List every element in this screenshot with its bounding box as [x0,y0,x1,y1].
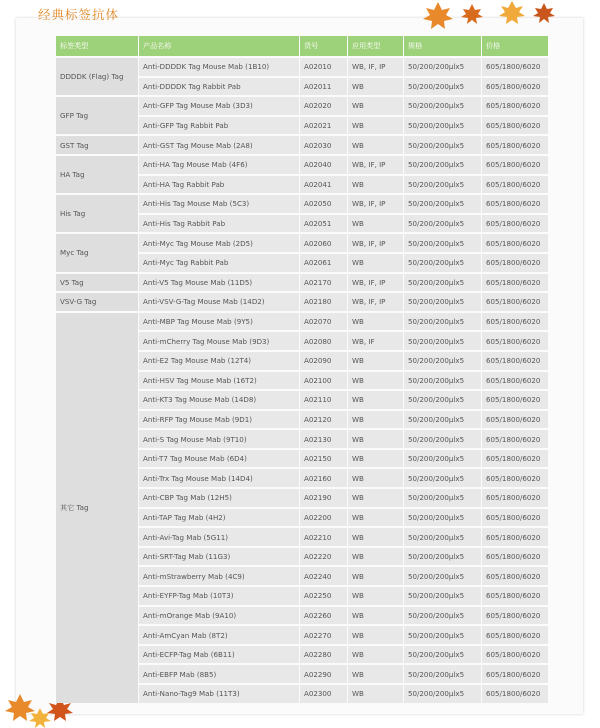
product-name-cell: Anti-His Tag Mouse Mab (5C3) [139,195,299,213]
specification-cell: 50/200/200μlx5 [404,136,481,154]
price-cell: 605/1800/6020 [482,215,548,233]
price-cell: 605/1800/6020 [482,391,548,409]
catalog-number-cell: A02260 [300,607,347,625]
product-name-cell: Anti-RFP Tag Mouse Mab (9D1) [139,411,299,429]
application-cell: WB [348,78,403,96]
catalog-number-cell: A02110 [300,391,347,409]
product-name-cell: Anti-HA Tag Mouse Mab (4F6) [139,156,299,174]
product-name-cell: Anti-KT3 Tag Mouse Mab (14D8) [139,391,299,409]
specification-cell: 50/200/200μlx5 [404,411,481,429]
price-cell: 605/1800/6020 [482,665,548,683]
product-name-cell: Anti-GFP Tag Mouse Mab (3D3) [139,97,299,115]
price-cell: 605/1800/6020 [482,195,548,213]
product-name-cell: Anti-Myc Tag Rabbit Pab [139,254,299,272]
price-cell: 605/1800/6020 [482,372,548,390]
catalog-number-cell: A02010 [300,58,347,76]
catalog-number-cell: A02020 [300,97,347,115]
price-cell: 605/1800/6020 [482,587,548,605]
application-cell: WB [348,450,403,468]
specification-cell: 50/200/200μlx5 [404,234,481,252]
application-cell: WB [348,587,403,605]
specification-cell: 50/200/200μlx5 [404,646,481,664]
specification-cell: 50/200/200μlx5 [404,156,481,174]
product-name-cell: Anti-GFP Tag Rabbit Pab [139,117,299,135]
product-name-cell: Anti-AmCyan Mab (8T2) [139,626,299,644]
table-row [56,156,548,174]
table-header-row [56,36,548,56]
catalog-number-cell: A02130 [300,430,347,448]
application-cell: WB [348,391,403,409]
tag-type-cell: His Tag [56,195,138,232]
header-application: 应用类型 [348,36,403,56]
page-title: 经典标签抗体 [38,7,120,22]
table-row [56,313,548,331]
table-row [56,274,548,292]
table-row [56,136,548,154]
price-cell: 605/1800/6020 [482,646,548,664]
price-cell: 605/1800/6020 [482,430,548,448]
catalog-number-cell: A02070 [300,313,347,331]
specification-cell: 50/200/200μlx5 [404,509,481,527]
catalog-number-cell: A02080 [300,332,347,350]
catalog-number-cell: A02150 [300,450,347,468]
catalog-number-cell: A02051 [300,215,347,233]
application-cell: WB, IF, IP [348,156,403,174]
catalog-number-cell: A02170 [300,274,347,292]
specification-cell: 50/200/200μlx5 [404,391,481,409]
product-name-cell: Anti-DDDDK Tag Rabbit Pab [139,78,299,96]
product-name-cell: Anti-Myc Tag Mouse Mab (2D5) [139,234,299,252]
price-cell: 605/1800/6020 [482,332,548,350]
price-cell: 605/1800/6020 [482,489,548,507]
product-name-cell: Anti-ECFP-Tag Mab (6B11) [139,646,299,664]
catalog-number-cell: A02090 [300,352,347,370]
price-cell: 605/1800/6020 [482,254,548,272]
specification-cell: 50/200/200μlx5 [404,450,481,468]
application-cell: WB [348,97,403,115]
application-cell: WB [348,411,403,429]
tag-type-cell: GFP Tag [56,97,138,134]
catalog-number-cell: A02210 [300,528,347,546]
table-body [56,58,548,703]
application-cell: WB [348,528,403,546]
application-cell: WB, IF, IP [348,293,403,311]
catalog-number-cell: A02040 [300,156,347,174]
price-cell: 605/1800/6020 [482,117,548,135]
catalog-number-cell: A02280 [300,646,347,664]
price-cell: 605/1800/6020 [482,293,548,311]
specification-cell: 50/200/200μlx5 [404,469,481,487]
application-cell: WB [348,215,403,233]
application-cell: WB [348,567,403,585]
specification-cell: 50/200/200μlx5 [404,332,481,350]
catalog-number-cell: A02300 [300,685,347,703]
application-cell: WB [348,509,403,527]
tag-type-cell: VSV-G Tag [56,293,138,311]
product-name-cell: Anti-EBFP Mab (8B5) [139,665,299,683]
price-cell: 605/1800/6020 [482,313,548,331]
product-name-cell: Anti-His Tag Rabbit Pab [139,215,299,233]
tag-type-cell: DDDDK (Flag) Tag [56,58,138,95]
application-cell: WB [348,254,403,272]
table-row [56,58,548,76]
catalog-number-cell: A02180 [300,293,347,311]
maple-leaves-top-right-icon [420,0,560,32]
catalog-number-cell: A02061 [300,254,347,272]
specification-cell: 50/200/200μlx5 [404,372,481,390]
price-cell: 605/1800/6020 [482,352,548,370]
product-name-cell: Anti-mStrawberry Mab (4C9) [139,567,299,585]
product-name-cell: Anti-mCherry Tag Mouse Mab (9D3) [139,332,299,350]
tag-type-cell: 其它 Tag [56,313,138,703]
specification-cell: 50/200/200μlx5 [404,587,481,605]
specification-cell: 50/200/200μlx5 [404,97,481,115]
application-cell: WB [348,352,403,370]
tag-type-cell: Myc Tag [56,234,138,271]
catalog-number-cell: A02290 [300,665,347,683]
header-product-name: 产品名称 [139,36,299,56]
price-cell: 605/1800/6020 [482,607,548,625]
price-cell: 605/1800/6020 [482,78,548,96]
application-cell: WB [348,117,403,135]
specification-cell: 50/200/200μlx5 [404,626,481,644]
table-row [56,97,548,115]
specification-cell: 50/200/200μlx5 [404,665,481,683]
specification-cell: 50/200/200μlx5 [404,195,481,213]
catalog-number-cell: A02120 [300,411,347,429]
application-cell: WB [348,489,403,507]
product-name-cell: Anti-Nano-Tag9 Mab (11T3) [139,685,299,703]
catalog-number-cell: A02021 [300,117,347,135]
product-name-cell: Anti-SRT-Tag Mab (11G3) [139,548,299,566]
specification-cell: 50/200/200μlx5 [404,117,481,135]
application-cell: WB [348,685,403,703]
product-name-cell: Anti-HSV Tag Mouse Mab (16T2) [139,372,299,390]
application-cell: WB [348,136,403,154]
product-name-cell: Anti-DDDDK Tag Mouse Mab (1B10) [139,58,299,76]
price-cell: 605/1800/6020 [482,274,548,292]
application-cell: WB [348,430,403,448]
specification-cell: 50/200/200μlx5 [404,685,481,703]
product-name-cell: Anti-GST Tag Mouse Mab (2A8) [139,136,299,154]
product-name-cell: Anti-T7 Tag Mouse Mab (6D4) [139,450,299,468]
application-cell: WB, IF [348,332,403,350]
specification-cell: 50/200/200μlx5 [404,352,481,370]
product-name-cell: Anti-CBP Tag Mab (12H5) [139,489,299,507]
product-name-cell: Anti-Trx Tag Mouse Mab (14D4) [139,469,299,487]
catalog-number-cell: A02200 [300,509,347,527]
catalog-number-cell: A02060 [300,234,347,252]
price-cell: 605/1800/6020 [482,685,548,703]
price-cell: 605/1800/6020 [482,58,548,76]
application-cell: WB [348,626,403,644]
table-row [56,293,548,311]
price-cell: 605/1800/6020 [482,136,548,154]
application-cell: WB [348,176,403,194]
application-cell: WB [348,665,403,683]
application-cell: WB, IF, IP [348,234,403,252]
specification-cell: 50/200/200μlx5 [404,293,481,311]
catalog-number-cell: A02041 [300,176,347,194]
catalog-number-cell: A02030 [300,136,347,154]
application-cell: WB [348,313,403,331]
price-cell: 605/1800/6020 [482,97,548,115]
specification-cell: 50/200/200μlx5 [404,430,481,448]
catalog-number-cell: A02250 [300,587,347,605]
application-cell: WB, IF, IP [348,195,403,213]
application-cell: WB [348,607,403,625]
product-name-cell: Anti-EYFP-Tag Mab (10T3) [139,587,299,605]
product-name-cell: Anti-E2 Tag Mouse Mab (12T4) [139,352,299,370]
catalog-number-cell: A02160 [300,469,347,487]
price-cell: 605/1800/6020 [482,469,548,487]
specification-cell: 50/200/200μlx5 [404,548,481,566]
application-cell: WB, IF, IP [348,58,403,76]
application-cell: WB [348,646,403,664]
product-name-cell: Anti-HA Tag Rabbit Pab [139,176,299,194]
product-name-cell: Anti-S Tag Mouse Mab (9T10) [139,430,299,448]
product-name-cell: Anti-V5 Tag Mouse Mab (11D5) [139,274,299,292]
specification-cell: 50/200/200μlx5 [404,215,481,233]
price-cell: 605/1800/6020 [482,176,548,194]
catalog-number-cell: A02100 [300,372,347,390]
catalog-number-cell: A02050 [300,195,347,213]
price-cell: 605/1800/6020 [482,626,548,644]
table-row [56,195,548,213]
product-name-cell: Anti-Avi-Tag Mab (5G11) [139,528,299,546]
product-name-cell: Anti-MBP Tag Mouse Mab (9Y5) [139,313,299,331]
specification-cell: 50/200/200μlx5 [404,254,481,272]
table-row [56,234,548,252]
price-cell: 605/1800/6020 [482,156,548,174]
tag-type-cell: HA Tag [56,156,138,193]
specification-cell: 50/200/200μlx5 [404,78,481,96]
price-cell: 605/1800/6020 [482,567,548,585]
price-cell: 605/1800/6020 [482,450,548,468]
product-name-cell: Anti-TAP Tag Mab (4H2) [139,509,299,527]
specification-cell: 50/200/200μlx5 [404,58,481,76]
header-specification: 规格 [404,36,481,56]
specification-cell: 50/200/200μlx5 [404,313,481,331]
product-table [55,34,549,705]
application-cell: WB [348,548,403,566]
product-name-cell: Anti-mOrange Mab (9A10) [139,607,299,625]
price-cell: 605/1800/6020 [482,509,548,527]
price-cell: 605/1800/6020 [482,234,548,252]
specification-cell: 50/200/200μlx5 [404,176,481,194]
catalog-number-cell: A02220 [300,548,347,566]
header-catalog-number: 货号 [300,36,347,56]
product-name-cell: Anti-VSV-G-Tag Mouse Mab (14D2) [139,293,299,311]
specification-cell: 50/200/200μlx5 [404,274,481,292]
specification-cell: 50/200/200μlx5 [404,489,481,507]
header-price: 价格 [482,36,548,56]
catalog-number-cell: A02011 [300,78,347,96]
application-cell: WB, IF, IP [348,274,403,292]
catalog-number-cell: A02190 [300,489,347,507]
application-cell: WB [348,372,403,390]
price-cell: 605/1800/6020 [482,411,548,429]
catalog-number-cell: A02270 [300,626,347,644]
application-cell: WB [348,469,403,487]
tag-type-cell: V5 Tag [56,274,138,292]
specification-cell: 50/200/200μlx5 [404,607,481,625]
tag-type-cell: GST Tag [56,136,138,154]
catalog-number-cell: A02240 [300,567,347,585]
header-tag-type: 标签类型 [56,36,138,56]
price-cell: 605/1800/6020 [482,548,548,566]
specification-cell: 50/200/200μlx5 [404,528,481,546]
specification-cell: 50/200/200μlx5 [404,567,481,585]
price-cell: 605/1800/6020 [482,528,548,546]
